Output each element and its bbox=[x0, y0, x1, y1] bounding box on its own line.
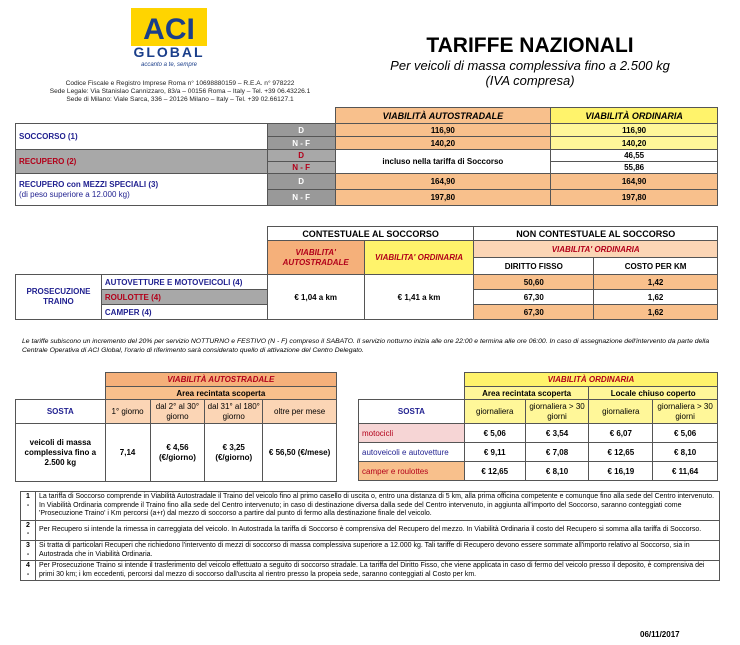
cell-value: € 8,10 bbox=[525, 462, 589, 481]
note-text: Si tratta di particolari Recuperi che richiedono l'intervento di mezzi di soccorso di massa complessiva superiore a 12.000 kg. Tali tariffe di Recupero devono essere sommate all'importo relativo al Soccorso, sia in Autostrada che in Viabilità Ordinaria. bbox=[36, 540, 720, 560]
cell-value: € 12,65 bbox=[464, 462, 525, 481]
vehicle-label: autoveicoli e autovetture bbox=[359, 443, 465, 462]
cell-value: € 9,11 bbox=[464, 443, 525, 462]
company-line: Sede di Milano: Viale Sarca, 336 – 20126 Milano – Italy – Tel. +39 02.66127.1 bbox=[66, 96, 294, 103]
col-giornaliera: giornaliera bbox=[464, 400, 525, 424]
cell-value: € 12,65 bbox=[589, 443, 653, 462]
cell-value: 140,20 bbox=[335, 137, 551, 150]
cell-value: 164,90 bbox=[335, 174, 551, 190]
note-text: La tariffa di Soccorso comprende in Viabilità Autostradale il Traino del veicolo fino al primo casello di uscita o, entro una distanza di 5 km, alla prima officina competente e comunque fino alla sede del Centro intervenuto. In Viabilità Ordinaria comprende il Traino fino alla sede del Centro intervenuto; in caso di destinazione diversa dalla sede del Centro intervenuto, in aggiunta all'importo del Soccorso, saranno conteggiati come 'Prosecuzione Traino' i Km percorsi (a+r) dal mezzo di soccorso a partire dal punto di fermo alla destinazione finale del veicolo. bbox=[36, 492, 720, 521]
aci-logo-icon bbox=[131, 8, 207, 46]
cell-value: 1,62 bbox=[594, 305, 718, 320]
cell-value: 140,20 bbox=[551, 137, 718, 150]
header-sosta: SOSTA bbox=[359, 400, 465, 424]
header-cont-autostradale: VIABILITA' AUTOSTRADALE bbox=[267, 241, 364, 275]
note-text: Per Prosecuzione Traino si intende il trasferimento del veicolo effettuato a seguito di soccorso stradale. La tariffa del Diritto Fisso, che viene applicata in caso di fermo del veicolo presso il deposito, è comprensiva dei primi 30 km; i km eccedenti, percorsi dal mezzo di soccorso dall'uscita al rientro presso la propeia sede, saranno conteggiati al Costo per km. bbox=[36, 561, 720, 581]
subtitle-line: (IVA compresa) bbox=[485, 73, 575, 88]
cell-d: D bbox=[267, 124, 335, 137]
header-sosta: SOSTA bbox=[16, 400, 106, 424]
cell-value: 7,14 bbox=[105, 424, 150, 482]
header-cont-ordinaria: VIABILITA' ORDINARIA bbox=[364, 241, 474, 275]
document-date: 06/11/2017 bbox=[640, 630, 680, 639]
cell-value: 116,90 bbox=[335, 124, 551, 137]
vehicle-label: camper e roulottes bbox=[359, 462, 465, 481]
row-prosecuzione-label: PROSECUZIONE TRAINO bbox=[16, 275, 102, 320]
note-number: 2 - bbox=[21, 520, 36, 540]
notes-table bbox=[20, 491, 720, 581]
logo-name: GLOBAL bbox=[133, 44, 205, 60]
cell-value: 116,90 bbox=[551, 124, 718, 137]
note-notturno-festivo: Le tariffe subiscono un incremento del 20% per servizio NOTTURNO e FESTIVO (N - F) compreso il SABATO. Il servizio notturno inizia alle ore 22:00 e termina alle ore 06:00. In caso di assegnazione dell'intervento da parte della Centrale Operativa di ACI Global, l'orario di riferimento sarà considerato quello di attivazione del Centro Delegato. bbox=[22, 338, 710, 354]
cell-d: D bbox=[267, 150, 335, 162]
cell-value: € 16,19 bbox=[589, 462, 653, 481]
logo-tagline: accanto a te, sempre bbox=[140, 62, 198, 68]
col-giornaliera-30: giornaliera > 30 giorni bbox=[653, 400, 718, 424]
cell-value: 197,80 bbox=[551, 190, 718, 206]
note-text: Per Recupero si intende la rimessa in carreggiata del veicolo. In Autostrada la tariffa di Soccorso è comprensiva del Recupero del mezzo. In Viabilità Ordinaria il costo del Recupero si somma alla tariffa di Soccorso. bbox=[36, 520, 720, 540]
header-area-scoperta: Area recintata scoperta bbox=[464, 387, 589, 400]
header-area-scoperta: Area recintata scoperta bbox=[105, 387, 336, 400]
note-number: 1 - bbox=[21, 492, 36, 521]
vehicle-label: CAMPER (4) bbox=[101, 305, 267, 320]
header-viabilita-ordinaria: VIABILITÀ ORDINARIA bbox=[551, 108, 718, 124]
cell-value: € 4,56 (€/giorno) bbox=[150, 424, 205, 482]
col-1-giorno: 1° giorno bbox=[105, 400, 150, 424]
page-subtitle bbox=[350, 58, 710, 88]
sosta-autostradale-table bbox=[15, 372, 337, 482]
row-soccorso-label: SOCCORSO (1) bbox=[16, 124, 268, 150]
sosta-ordinaria-table bbox=[358, 372, 718, 481]
cell-value: 164,90 bbox=[551, 174, 718, 190]
header-noncont-ordinaria: VIABILITA' ORDINARIA bbox=[474, 241, 718, 258]
cell-cont-auto-value: € 1,04 a km bbox=[267, 275, 364, 320]
header-contestuale: CONTESTUALE AL SOCCORSO bbox=[267, 227, 474, 241]
cell-cont-ord-value: € 1,41 a km bbox=[364, 275, 474, 320]
speciali-subtitle: (di peso superiore a 12.000 kg) bbox=[19, 189, 130, 199]
svg-text:ACI: ACI bbox=[143, 13, 195, 46]
aci-global-logo bbox=[125, 8, 213, 78]
cell-value: 46,55 bbox=[551, 150, 718, 162]
vehicle-label: motocicli bbox=[359, 424, 465, 443]
cell-value: 67,30 bbox=[474, 290, 594, 305]
cell-value: 1,42 bbox=[594, 275, 718, 290]
subtitle-line: Per veicoli di massa complessiva fino a 2.500 kg bbox=[390, 58, 670, 73]
cell-value: € 3,54 bbox=[525, 424, 589, 443]
cell-value: 1,62 bbox=[594, 290, 718, 305]
header-sosta-ordinaria: VIABILITÀ ORDINARIA bbox=[464, 373, 717, 387]
note-number: 4 - bbox=[21, 561, 36, 581]
vehicle-label: AUTOVETTURE E MOTOVEICOLI (4) bbox=[101, 275, 267, 290]
cell-value: 67,30 bbox=[474, 305, 594, 320]
cell-nf: N - F bbox=[267, 162, 335, 174]
company-line: Sede Legale: Via Stanislao Cannizzaro, 83/a – 00156 Roma – Italy – Tel. +39 06.43226.1 bbox=[49, 88, 311, 95]
cell-value: € 8,10 bbox=[653, 443, 718, 462]
header-locale-coperto: Locale chiuso coperto bbox=[589, 387, 718, 400]
cell-value: € 3,25 (€/giorno) bbox=[205, 424, 263, 482]
cell-value: € 5,06 bbox=[464, 424, 525, 443]
company-info bbox=[20, 80, 340, 104]
cell-value: € 7,08 bbox=[525, 443, 589, 462]
col-2-30-giorno: dal 2° al 30° giorno bbox=[150, 400, 205, 424]
row-veicoli-label: veicoli di massa complessiva fino a 2.500 kg bbox=[16, 424, 106, 482]
cell-value: € 6,07 bbox=[589, 424, 653, 443]
header-non-contestuale: NON CONTESTUALE AL SOCCORSO bbox=[474, 227, 718, 241]
cell-nf: N - F bbox=[267, 137, 335, 150]
col-31-180-giorno: dal 31° al 180° giorno bbox=[205, 400, 263, 424]
cell-d: D bbox=[267, 174, 335, 190]
col-giornaliera: giornaliera bbox=[589, 400, 653, 424]
header-diritto-fisso: DIRITTO FISSO bbox=[474, 258, 594, 275]
cell-value: 55,86 bbox=[551, 162, 718, 174]
prosecuzione-traino-table bbox=[15, 226, 718, 320]
cell-nf: N - F bbox=[267, 190, 335, 206]
row-recupero-label: RECUPERO (2) bbox=[16, 150, 268, 174]
page-title: TARIFFE NAZIONALI bbox=[426, 34, 634, 57]
company-line: Codice Fiscale e Registro Imprese Roma n° 10698880159 – R.E.A. n° 978222 bbox=[65, 80, 295, 87]
cell-included: incluso nella tariffa di Soccorso bbox=[335, 150, 551, 174]
cell-value: 50,60 bbox=[474, 275, 594, 290]
speciali-title: RECUPERO con MEZZI SPECIALI (3) bbox=[19, 179, 159, 189]
header-costo-km: COSTO PER KM bbox=[594, 258, 718, 275]
cell-value: € 56,50 (€/mese) bbox=[263, 424, 337, 482]
cell-value: € 5,06 bbox=[653, 424, 718, 443]
header-sosta-autostradale: VIABILITÀ AUTOSTRADALE bbox=[105, 373, 336, 387]
cell-value: € 11,64 bbox=[653, 462, 718, 481]
vehicle-label: ROULOTTE (4) bbox=[101, 290, 267, 305]
note-number: 3 - bbox=[21, 540, 36, 560]
tariffe-soccorso-table bbox=[15, 107, 718, 206]
col-giornaliera-30: giornaliera > 30 giorni bbox=[525, 400, 589, 424]
header-viabilita-autostradale: VIABILITÀ AUTOSTRADALE bbox=[335, 108, 551, 124]
row-speciali-label bbox=[16, 174, 268, 206]
col-oltre-mese: oltre per mese bbox=[263, 400, 337, 424]
cell-value: 197,80 bbox=[335, 190, 551, 206]
